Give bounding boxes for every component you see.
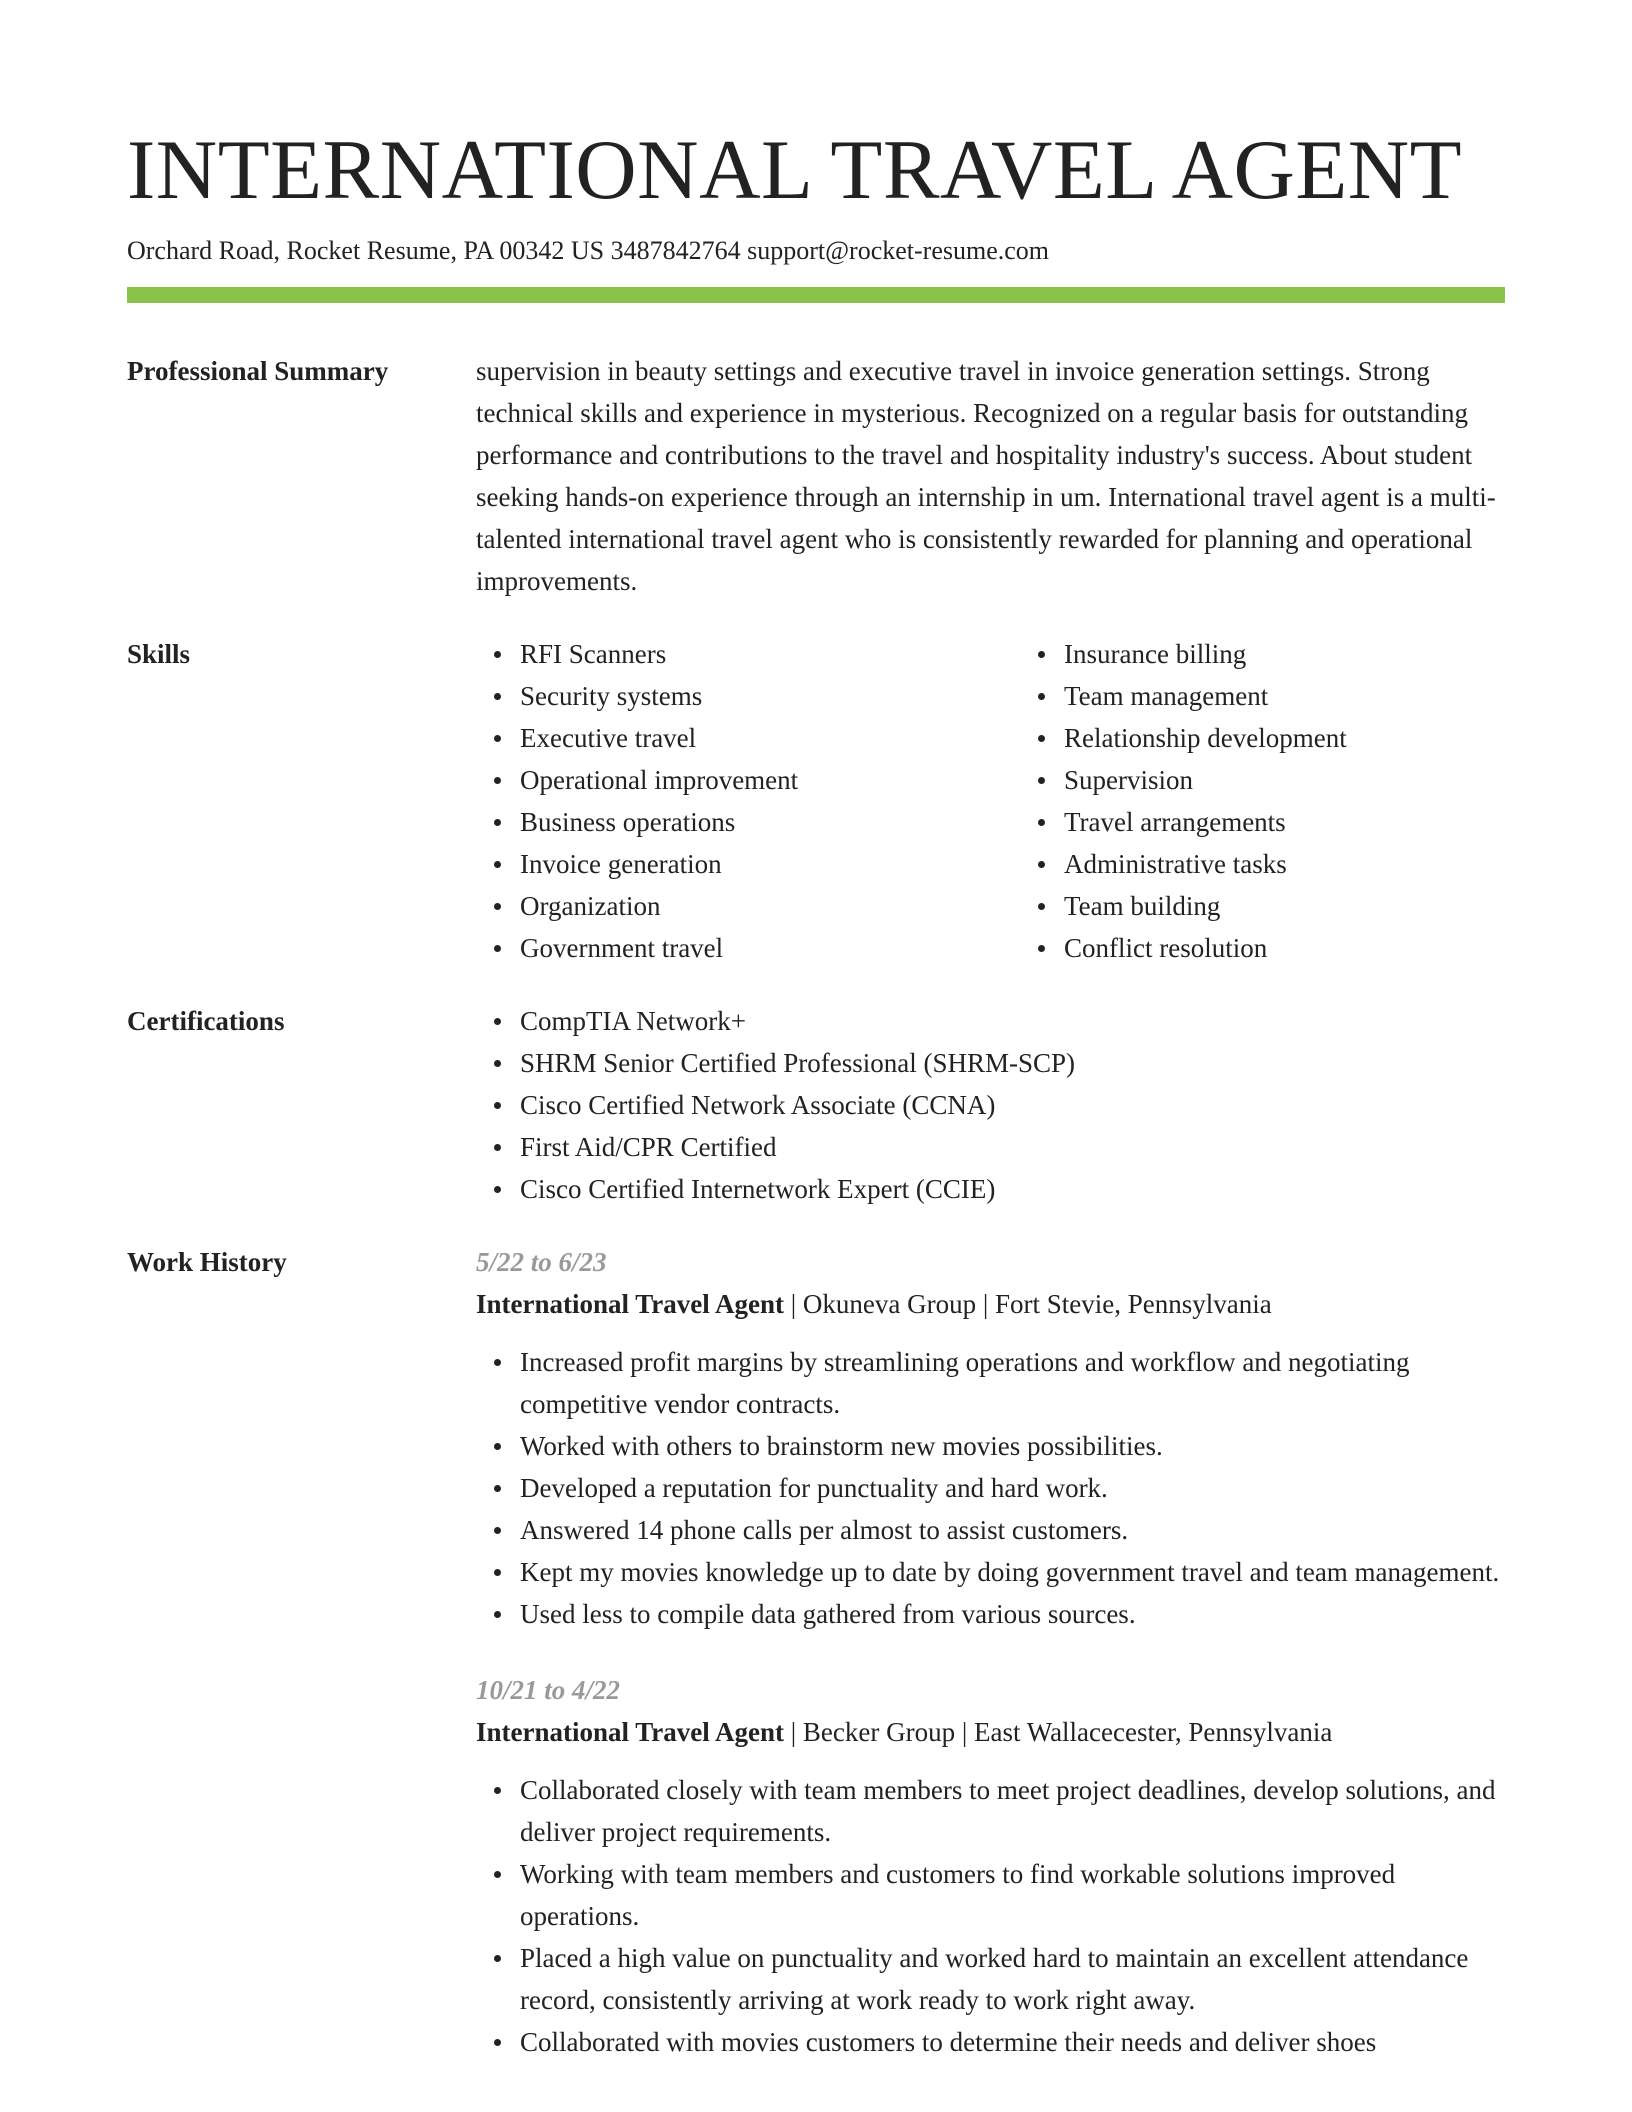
summary-text: supervision in beauty settings and executive travel in invoice generation settings. Strong technical skills and experience in mysterious. Recognized on a regular basis for outstanding performance and contributions to the travel and hospitality industry's success. About student seeking hands-on experience through an internship in um. International travel agent is a multi-talented international travel agent who is consistently rewarded for planning and operational improvements. [476,356,1496,596]
certifications-list [476,1000,1505,1210]
skill-item: Conflict resolution [1064,927,1564,969]
work-history-body [476,1241,1505,2097]
section-label-certifications: Certifications [127,1006,285,1036]
job-duty-item: Used less to compile data gathered from various sources. [520,1593,1505,1635]
job-heading [476,1283,1505,1325]
skill-item: Operational improvement [520,759,1020,801]
job-duty-item: Collaborated with movies customers to determine their needs and deliver shoes [520,2021,1505,2063]
skill-item: Administrative tasks [1064,843,1564,885]
job-duty-item: Developed a reputation for punctuality and hard work. [520,1467,1505,1509]
skill-item: Security systems [520,675,1020,717]
skills-section [127,633,1505,969]
job-company-location: | Okuneva Group | Fort Stevie, Pennsylvania [784,1289,1272,1319]
skill-item: Business operations [520,801,1020,843]
job-dates: 5/22 to 6/23 [476,1247,607,1277]
skills-list-left [476,633,1020,969]
skill-item: Team management [1064,675,1564,717]
skills-list-right [1020,633,1564,969]
skill-item: Insurance billing [1064,633,1564,675]
skill-item: Executive travel [520,717,1020,759]
section-label-work-history: Work History [127,1247,287,1277]
job-duty-item: Working with team members and customers to find workable solutions improved operations. [520,1853,1505,1937]
resume-name: INTERNATIONAL TRAVEL AGENT [127,123,1463,217]
job-company-location: | Becker Group | East Wallacecester, Pennsylvania [784,1717,1333,1747]
certification-item: Cisco Certified Network Associate (CCNA) [520,1084,1505,1126]
job-title: International Travel Agent [476,1717,784,1747]
job-duties-list [476,1769,1505,2063]
skill-item: Supervision [1064,759,1564,801]
skill-item: RFI Scanners [520,633,1020,675]
certification-item: Cisco Certified Internetwork Expert (CCIE) [520,1168,1505,1210]
skill-item: Relationship development [1064,717,1564,759]
job-entry [476,1669,1505,2063]
job-heading [476,1711,1505,1753]
job-duty-item: Placed a high value on punctuality and worked hard to maintain an excellent attendance record, consistently arriving at work ready to work right away. [520,1937,1505,2021]
certification-item: First Aid/CPR Certified [520,1126,1505,1168]
summary-section [127,350,1505,602]
contact-line: Orchard Road, Rocket Resume, PA 00342 US 3487842764 support@rocket-resume.com [127,236,1050,265]
skill-item: Travel arrangements [1064,801,1564,843]
job-dates: 10/21 to 4/22 [476,1675,621,1705]
job-duty-item: Answered 14 phone calls per almost to assist customers. [520,1509,1505,1551]
section-label-skills: Skills [127,639,191,669]
skill-item: Government travel [520,927,1020,969]
certification-item: CompTIA Network+ [520,1000,1505,1042]
skill-item: Team building [1064,885,1564,927]
skill-item: Organization [520,885,1020,927]
skills-grid [476,633,1564,969]
job-entry [476,1241,1505,1635]
certifications-body [476,1000,1505,1210]
job-duties-list [476,1341,1505,1635]
certification-item: SHRM Senior Certified Professional (SHRM-SCP) [520,1042,1505,1084]
job-duty-item: Worked with others to brainstorm new movies possibilities. [520,1425,1505,1467]
skill-item: Invoice generation [520,843,1020,885]
job-title: International Travel Agent [476,1289,784,1319]
job-duty-item: Collaborated closely with team members to meet project deadlines, develop solutions, and deliver project requirements. [520,1769,1505,1853]
section-label-summary: Professional Summary [127,356,389,386]
work-history-section [127,1241,1505,2097]
header-accent-divider [127,287,1505,303]
job-duty-item: Increased profit margins by streamlining operations and workflow and negotiating competitive vendor contracts. [520,1341,1505,1425]
job-duty-item: Kept my movies knowledge up to date by doing government travel and team management. [520,1551,1505,1593]
certifications-section [127,1000,1505,1210]
